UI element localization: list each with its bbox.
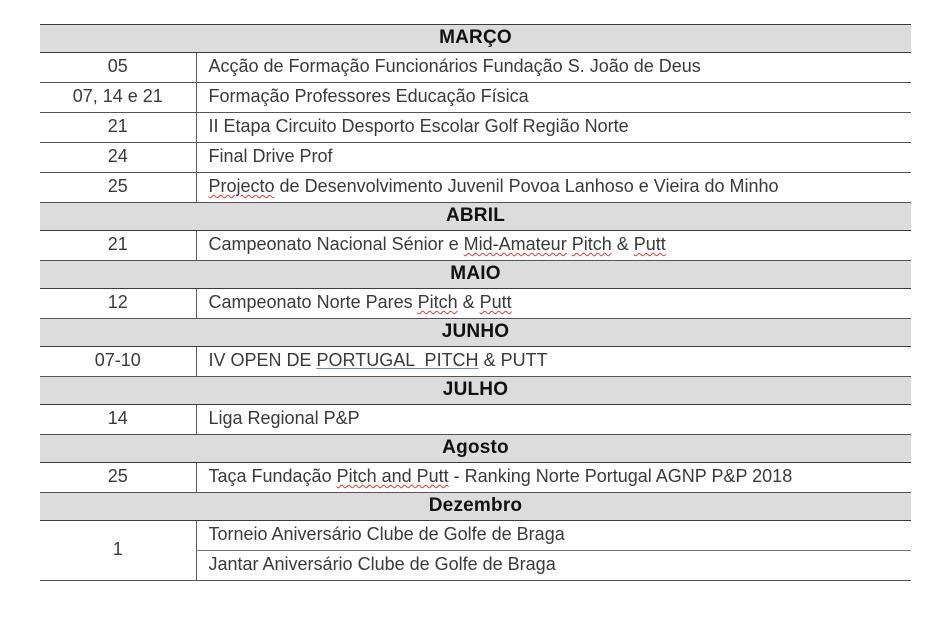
event-title: Liga Regional P&P bbox=[196, 405, 911, 435]
event-title-text: & bbox=[611, 234, 634, 254]
event-title-text: & PUTT bbox=[478, 350, 548, 370]
month-header-junho: JUNHO bbox=[40, 319, 911, 347]
table-row[interactable] bbox=[40, 173, 911, 203]
month-header-maio: MAIO bbox=[40, 261, 911, 289]
event-date: 1 bbox=[40, 521, 196, 581]
event-title: Final Drive Prof bbox=[196, 143, 911, 173]
event-title: Torneio Aniversário Clube de Golfe de Braga bbox=[196, 521, 911, 551]
table-row[interactable] bbox=[40, 53, 911, 83]
month-header-row bbox=[40, 319, 911, 347]
spellcheck-word: Pitch bbox=[417, 292, 458, 312]
event-title bbox=[196, 463, 911, 493]
event-title: Acção de Formação Funcionários Fundação S. João de Deus bbox=[196, 53, 911, 83]
month-header-marco: MARÇO bbox=[40, 25, 911, 53]
table-row[interactable] bbox=[40, 521, 911, 551]
table-row[interactable] bbox=[40, 347, 911, 377]
table-row[interactable] bbox=[40, 231, 911, 261]
event-date: 21 bbox=[40, 231, 196, 261]
event-title-text: Campeonato Norte Pares bbox=[208, 292, 418, 312]
month-header-row bbox=[40, 203, 911, 231]
events-calendar-table bbox=[40, 24, 911, 581]
spellcheck-word: Pitch bbox=[571, 234, 612, 254]
event-date: 12 bbox=[40, 289, 196, 319]
spellcheck-word: Projecto bbox=[208, 176, 275, 196]
spellcheck-word: Pitch and Putt bbox=[336, 466, 449, 486]
event-title bbox=[196, 231, 911, 261]
event-date: 24 bbox=[40, 143, 196, 173]
month-header-abril: ABRIL bbox=[40, 203, 911, 231]
event-title-text: & bbox=[457, 292, 480, 312]
event-title-text: - Ranking Norte Portugal AGNP P&P 2018 bbox=[448, 466, 793, 486]
event-date: 14 bbox=[40, 405, 196, 435]
table-row[interactable] bbox=[40, 289, 911, 319]
table-row[interactable] bbox=[40, 463, 911, 493]
table-row[interactable] bbox=[40, 405, 911, 435]
event-title: Formação Professores Educação Física bbox=[196, 83, 911, 113]
event-date: 21 bbox=[40, 113, 196, 143]
event-date: 05 bbox=[40, 53, 196, 83]
event-title-text: Taça Fundação bbox=[208, 466, 337, 486]
month-header-julho: JULHO bbox=[40, 377, 911, 405]
spellcheck-word: Putt bbox=[479, 292, 512, 312]
event-date: 07, 14 e 21 bbox=[40, 83, 196, 113]
event-title bbox=[196, 289, 911, 319]
event-title-text: Campeonato Nacional Sénior e bbox=[208, 234, 464, 254]
event-date: 25 bbox=[40, 173, 196, 203]
calendar-table-container bbox=[40, 24, 911, 581]
event-title-text: IV OPEN DE bbox=[208, 350, 317, 370]
month-header-row bbox=[40, 377, 911, 405]
month-header-row bbox=[40, 493, 911, 521]
month-header-dezembro: Dezembro bbox=[40, 493, 911, 521]
event-title: Jantar Aniversário Clube de Golfe de Braga bbox=[196, 551, 911, 581]
table-row[interactable] bbox=[40, 113, 911, 143]
event-date: 07-10 bbox=[40, 347, 196, 377]
table-row[interactable] bbox=[40, 143, 911, 173]
table-row[interactable] bbox=[40, 83, 911, 113]
event-title bbox=[196, 347, 911, 377]
event-title bbox=[196, 173, 911, 203]
event-title: II Etapa Circuito Desporto Escolar Golf Região Norte bbox=[196, 113, 911, 143]
event-title-text: de Desenvolvimento Juvenil Povoa Lanhoso e Vieira do Minho bbox=[274, 176, 779, 196]
spellcheck-word: Putt bbox=[633, 234, 666, 254]
grammar-marked-phrase: PORTUGAL PITCH bbox=[316, 350, 479, 370]
month-header-row bbox=[40, 25, 911, 53]
month-header-row bbox=[40, 435, 911, 463]
spellcheck-word: Mid-Amateur bbox=[463, 234, 567, 254]
month-header-row bbox=[40, 261, 911, 289]
event-date: 25 bbox=[40, 463, 196, 493]
month-header-agosto: Agosto bbox=[40, 435, 911, 463]
